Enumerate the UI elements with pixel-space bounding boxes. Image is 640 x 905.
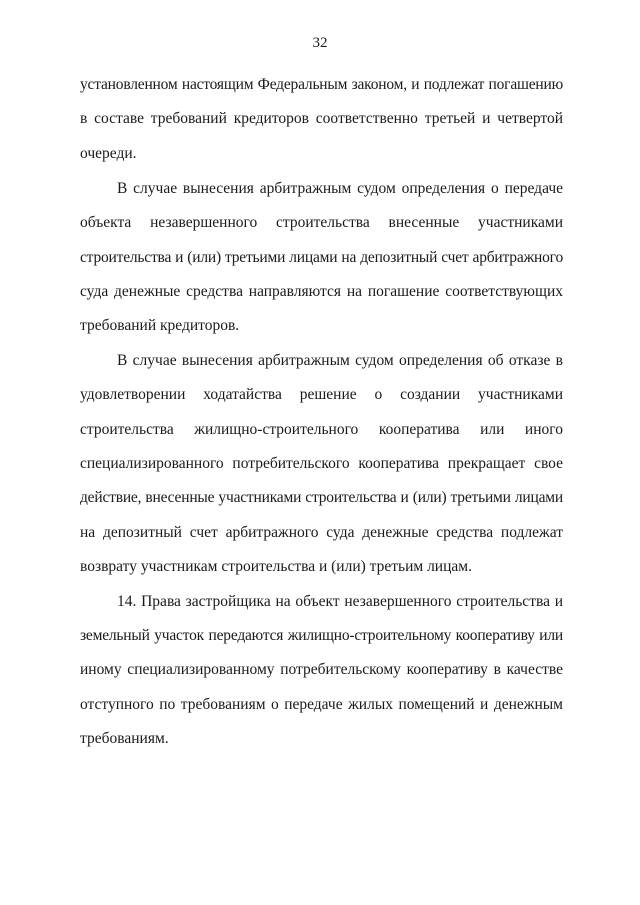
text-line: объекта незавершенного строительства внесенные участниками <box>80 214 563 232</box>
text-line: требованиям. <box>80 730 169 748</box>
text-line: на депозитный счет арбитражного суда денежные средства подлежат <box>80 523 563 541</box>
text-line: возврату участникам строительства и (или) третьим лицам. <box>80 558 472 576</box>
text-line: в составе требований кредиторов соответственно третьей и четвертой <box>80 110 563 128</box>
text-line: специализированного потребительского кооператива прекращает свое <box>80 454 563 472</box>
text-line: иному специализированному потребительскому кооперативу в качестве <box>80 661 563 679</box>
text-line: 14. Права застройщика на объект незавершенного строительства и <box>117 592 563 610</box>
paragraph-1 <box>80 68 563 171</box>
text-line: суда денежные средства направляются на погашение соответствующих <box>80 283 563 301</box>
paragraph-4 <box>80 585 563 757</box>
text-line: удовлетворении ходатайства решение о создании участниками <box>80 386 563 404</box>
document-body <box>80 68 563 757</box>
text-line: В случае вынесения арбитражным судом определения об отказе в <box>117 351 563 369</box>
text-line: очереди. <box>80 144 137 162</box>
paragraph-2 <box>80 172 563 344</box>
text-line: отступного по требованиям о передаче жилых помещений и денежным <box>80 695 563 713</box>
text-line: земельный участок передаются жилищно-строительному кооперативу или <box>80 626 563 644</box>
text-line: действие, внесенные участниками строительства и (или) третьими лицами <box>80 489 563 507</box>
text-line: В случае вынесения арбитражным судом определения о передаче <box>117 179 563 197</box>
page-number: 32 <box>312 35 328 51</box>
text-line: установленном настоящим Федеральным законом, и подлежат погашению <box>80 76 563 93</box>
text-line: требований кредиторов. <box>80 317 240 335</box>
text-line: строительства и (или) третьими лицами на депозитный счет арбитражного <box>80 248 563 266</box>
paragraph-3 <box>80 344 563 585</box>
text-line: строительства жилищно-строительного кооператива или иного <box>80 420 563 438</box>
